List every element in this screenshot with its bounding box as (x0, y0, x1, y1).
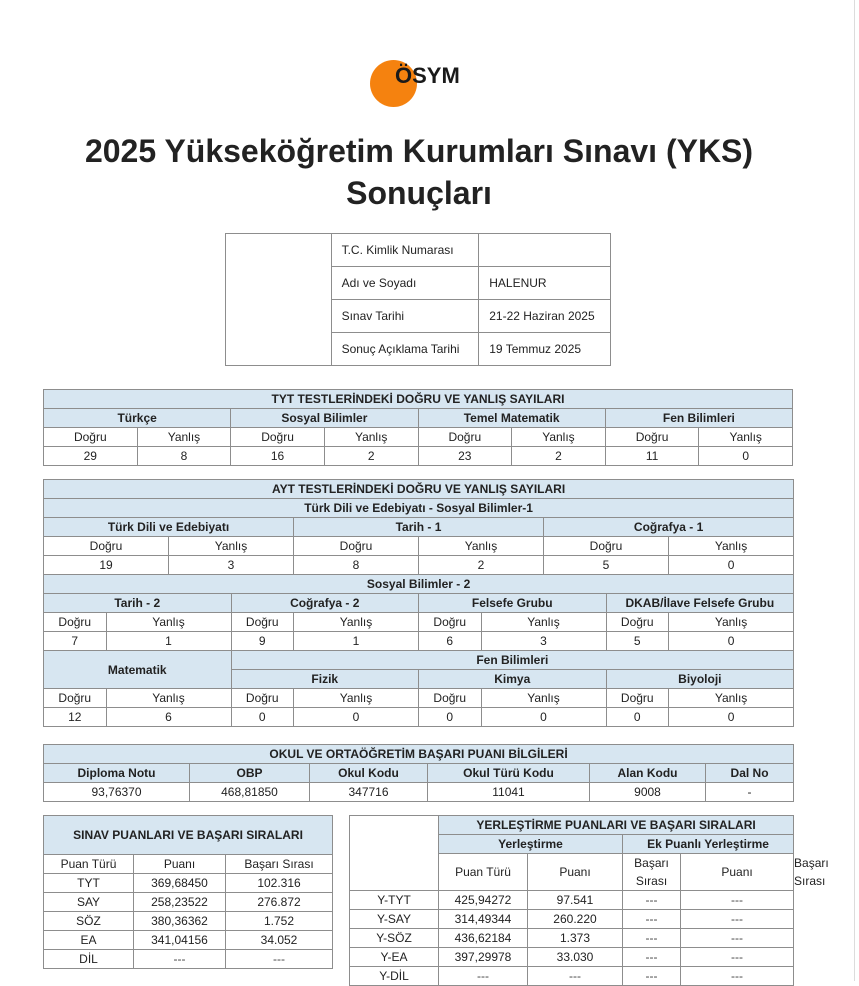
yanlis-value: 2 (419, 556, 544, 575)
sinav-cell: SÖZ (44, 912, 134, 931)
dogru-header: Doğru (544, 537, 669, 556)
sinav-cell: DİL (44, 950, 134, 969)
okul-title: OKUL VE ORTAÖĞRETİM BAŞARI PUANI BİLGİLERİ (44, 745, 794, 764)
yanlis-header: Yanlış (669, 537, 794, 556)
info-value (479, 234, 611, 267)
info-row (226, 234, 611, 267)
logo-text: ÖSYM (395, 63, 460, 88)
yanlis-value: 0 (294, 708, 419, 727)
yanlis-header: Yanlış (669, 689, 794, 708)
ayt-subject: Tarih - 1 (294, 518, 544, 537)
dogru-header: Doğru (231, 689, 294, 708)
tyt-subject: Temel Matematik (418, 409, 605, 428)
ayt-subject: Tarih - 2 (44, 594, 232, 613)
yer-cell: --- (681, 929, 794, 948)
yanlis-header: Yanlış (294, 689, 419, 708)
ayt-subject: Biyoloji (606, 670, 794, 689)
yanlis-value: 0 (669, 708, 794, 727)
yerlestirme-table: YERLEŞTİRME PUANLARI VE BAŞARI SIRALARI Yerleştirme Ek Puanlı Yerleştirme Puan Türü Puanı Başarı Sırası Puanı Başarı Sırası Y-TYT 425,94272 97.541 --- --- Y-SAY 314,49344 260.220 --- --- Y-SÖZ 436,62184 1.373 --- --- Y-EA 397,29978 33.030 --- --- Y-DİL --- --- --- --- (349, 815, 794, 986)
yer-cell: --- (681, 891, 794, 910)
sinav-cell: 102.316 (226, 874, 333, 893)
yer-cell: --- (623, 891, 681, 910)
yanlis-value: 3 (169, 556, 294, 575)
okul-value: 468,81850 (190, 783, 310, 802)
info-label: Adı ve Soyadı (331, 267, 479, 300)
dogru-value: 8 (294, 556, 419, 575)
dogru-value: 9 (231, 632, 294, 651)
dogru-value: 5 (544, 556, 669, 575)
yer-cell: 97.541 (528, 891, 623, 910)
yanlis-value: 8 (137, 447, 231, 466)
yerlestirme-sub: Yerleştirme (439, 835, 623, 854)
tyt-title: TYT TESTLERİNDEKİ DOĞRU VE YANLIŞ SAYILARI (44, 390, 793, 409)
dogru-header: Doğru (44, 537, 169, 556)
sinav-cell: 380,36362 (134, 912, 226, 931)
yanlis-header: Yanlış (699, 428, 793, 447)
okul-header: OBP (190, 764, 310, 783)
ayt-subject: DKAB/İlave Felsefe Grubu (606, 594, 794, 613)
yanlis-value: 2 (512, 447, 606, 466)
tyt-table (43, 389, 793, 466)
yer-cell: --- (623, 948, 681, 967)
ayt-fen-title: Fen Bilimleri (231, 651, 794, 670)
ayt-subject: Felsefe Grubu (419, 594, 607, 613)
yerlestirme-title: YERLEŞTİRME PUANLARI VE BAŞARI SIRALARI (439, 816, 794, 835)
dogru-header: Doğru (231, 613, 294, 632)
info-label: Sınav Tarihi (331, 300, 479, 333)
yanlis-header: Yanlış (481, 689, 606, 708)
dogru-value: 12 (44, 708, 107, 727)
dogru-header: Doğru (606, 689, 669, 708)
yer-cell: 314,49344 (439, 910, 528, 929)
yanlis-header: Yanlış (419, 537, 544, 556)
yer-cell: 397,29978 (439, 948, 528, 967)
yanlis-value: 6 (106, 708, 231, 727)
sinav-title: SINAV PUANLARI VE BAŞARI SIRALARI (44, 816, 333, 855)
yanlis-header: Yanlış (137, 428, 231, 447)
okul-header: Diploma Notu (44, 764, 190, 783)
yerlestirme-header: Puan Türü (439, 854, 528, 891)
dogru-value: 19 (44, 556, 169, 575)
sinav-cell dash: --- (134, 950, 226, 969)
okul-value: 93,76370 (44, 783, 190, 802)
candidate-info-table (225, 233, 611, 366)
yer-cell: 436,62184 (439, 929, 528, 948)
yanlis-value: 0 (699, 447, 793, 466)
yanlis-value: 0 (481, 708, 606, 727)
okul-value: 9008 (590, 783, 706, 802)
ayt-subject: Kimya (419, 670, 607, 689)
yanlis-header: Yanlış (106, 689, 231, 708)
sinav-cell: --- (226, 950, 333, 969)
yer-cell: Y-DİL (350, 967, 439, 986)
dogru-header: Doğru (44, 689, 107, 708)
sinav-cell: 341,04156 (134, 931, 226, 950)
yer-cell: Y-TYT (350, 891, 439, 910)
ayt-subject: Fizik (231, 670, 419, 689)
yer-cell: 425,94272 (439, 891, 528, 910)
yanlis-value: 0 (669, 556, 794, 575)
tyt-subject: Fen Bilimleri (605, 409, 792, 428)
dogru-header: Doğru (44, 428, 138, 447)
okul-table (43, 744, 794, 802)
info-label: Sonuç Açıklama Tarihi (331, 333, 479, 366)
yerlestirme-corner (350, 816, 439, 891)
sinav-cell: TYT (44, 874, 134, 893)
yer-cell: 260.220 (528, 910, 623, 929)
dogru-value: 11 (605, 447, 699, 466)
tyt-subject: Türkçe (44, 409, 231, 428)
ayt-group1-title: Türk Dili ve Edebiyatı - Sosyal Bilimler-1 (44, 499, 794, 518)
info-value: HALENUR (479, 267, 611, 300)
sinav-cell: 34.052 (226, 931, 333, 950)
yanlis-header: Yanlış (481, 613, 606, 632)
okul-header: Okul Kodu (310, 764, 428, 783)
yer-cell: 1.373 (528, 929, 623, 948)
yer-cell: --- (439, 967, 528, 986)
yer-cell: --- (623, 910, 681, 929)
ayt-subject: Coğrafya - 1 (544, 518, 794, 537)
okul-header: Okul Türü Kodu (428, 764, 590, 783)
sinav-cell: 369,68450 (134, 874, 226, 893)
dogru-header: Doğru (606, 613, 669, 632)
sinav-cell: 276.872 (226, 893, 333, 912)
okul-value: - (706, 783, 794, 802)
dogru-header: Doğru (44, 613, 107, 632)
yer-cell: 33.030 (528, 948, 623, 967)
yer-cell: Y-EA (350, 948, 439, 967)
sinav-header: Puan Türü (44, 855, 134, 874)
sinav-cell: SAY (44, 893, 134, 912)
dogru-value: 16 (231, 447, 325, 466)
yanlis-value: 3 (481, 632, 606, 651)
okul-header: Alan Kodu (590, 764, 706, 783)
info-value: 21-22 Haziran 2025 (479, 300, 611, 333)
sinav-cell: 1.752 (226, 912, 333, 931)
dogru-value: 0 (419, 708, 482, 727)
yer-cell: --- (623, 929, 681, 948)
ayt-subject-matematik: Matematik (44, 651, 232, 689)
ayt-subject: Türk Dili ve Edebiyatı (44, 518, 294, 537)
yanlis-value: 1 (294, 632, 419, 651)
dogru-value: 0 (606, 708, 669, 727)
sinav-cell: 258,23522 (134, 893, 226, 912)
tyt-subject: Sosyal Bilimler (231, 409, 418, 428)
info-value: 19 Temmuz 2025 (479, 333, 611, 366)
info-label: T.C. Kimlik Numarası (331, 234, 479, 267)
dogru-header: Doğru (231, 428, 325, 447)
osym-logo (370, 60, 470, 110)
dogru-header: Doğru (294, 537, 419, 556)
yanlis-header: Yanlış (169, 537, 294, 556)
dogru-value: 6 (419, 632, 482, 651)
yanlis-header: Yanlış (512, 428, 606, 447)
ayt-group2-title: Sosyal Bilimler - 2 (44, 575, 794, 594)
page-title (0, 130, 838, 214)
ayt-table (43, 479, 794, 727)
yer-cell: Y-SÖZ (350, 929, 439, 948)
dogru-value: 0 (231, 708, 294, 727)
okul-value: 347716 (310, 783, 428, 802)
yer-cell: --- (681, 910, 794, 929)
sinav-header: Puanı (134, 855, 226, 874)
dogru-header: Doğru (419, 613, 482, 632)
sinav-puanlari-table (43, 815, 333, 969)
yer-cell: --- (623, 967, 681, 986)
yer-cell: Y-SAY (350, 910, 439, 929)
okul-header: Dal No (706, 764, 794, 783)
dogru-header: Doğru (418, 428, 512, 447)
dogru-value: 23 (418, 447, 512, 466)
sinav-cell: EA (44, 931, 134, 950)
yanlis-header: Yanlış (294, 613, 419, 632)
yer-cell: --- (681, 948, 794, 967)
photo-placeholder (226, 234, 332, 366)
okul-value: 11041 (428, 783, 590, 802)
yanlis-value: 1 (106, 632, 231, 651)
yerlestirme-header: Başarı Sırası (623, 854, 681, 891)
yanlis-header: Yanlış (324, 428, 418, 447)
title-line-1: 2025 Yükseköğretim Kurumları Sınavı (YKS) (84, 133, 754, 169)
page-edge-line (854, 0, 855, 981)
ayt-subject: Coğrafya - 2 (231, 594, 419, 613)
yerlestirme-header: Puanı (528, 854, 623, 891)
yer-cell: --- (528, 967, 623, 986)
yanlis-value: 2 (324, 447, 418, 466)
ek-puanli-sub: Ek Puanlı Yerleştirme (623, 835, 794, 854)
title-line-2: Sonuçları (346, 175, 492, 211)
dogru-header: Doğru (419, 689, 482, 708)
dogru-header: Doğru (605, 428, 699, 447)
yanlis-header: Yanlış (106, 613, 231, 632)
yer-cell: --- (681, 967, 794, 986)
yanlis-value: 0 (669, 632, 794, 651)
sinav-header: Başarı Sırası (226, 855, 333, 874)
dogru-value: 29 (44, 447, 138, 466)
dogru-value: 7 (44, 632, 107, 651)
ayt-title: AYT TESTLERİNDEKİ DOĞRU VE YANLIŞ SAYILARI (44, 480, 794, 499)
dogru-value: 5 (606, 632, 669, 651)
yerlestirme-header: Puanı (681, 854, 794, 891)
yanlis-header: Yanlış (669, 613, 794, 632)
